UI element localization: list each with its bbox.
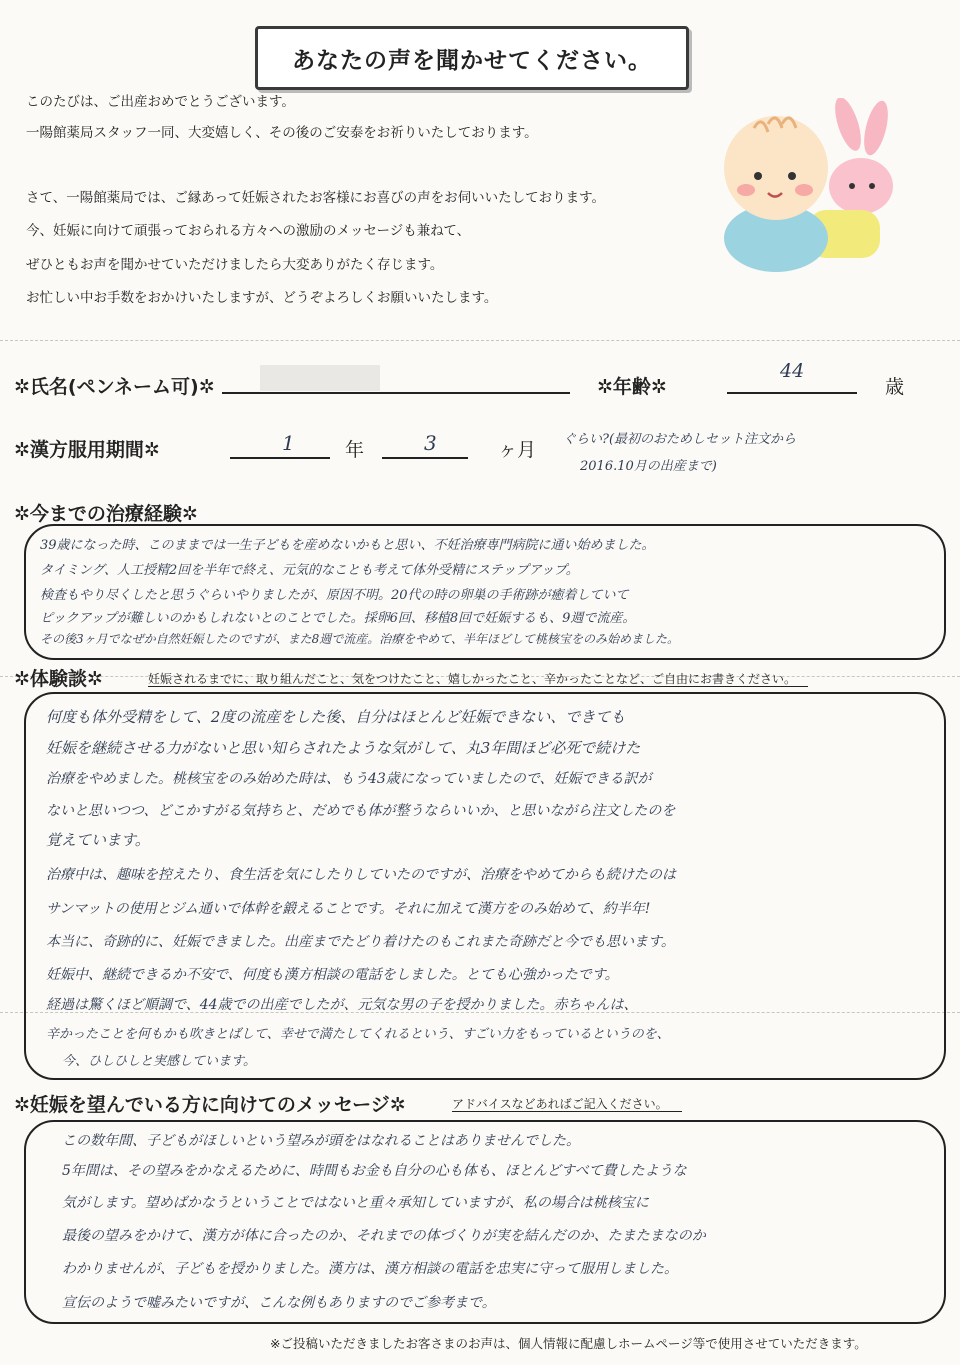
year-unit: 年 [345,439,365,461]
age-value: 44 [780,360,805,382]
experience-line: 妊娠中、継続できるか不安で、何度も漢方相談の電話をしました。とても心強かったです。 [46,967,619,983]
message-line: 気がします。望めばかなうということではないと重々承知していますが、私の場合は桃核宝に [62,1195,649,1211]
experience-line: ないと思いつつ、どこかすがる気持ちと、だめでも体が整うならいいか、と思いながら注文したのを [46,803,676,819]
message-line: わかりませんが、子どもを授かりました。漢方は、漢方相談の電話を忠実に守って服用しました。 [62,1261,678,1277]
name-label: ✲氏名(ペンネーム可)✲ [14,376,215,398]
period-years-field[interactable] [230,457,330,459]
experience-line: サンマットの使用とジム通いで体幹を鍛えることです。それに加えて漢方をのみ始めて、約半年! [46,901,651,917]
age-field[interactable] [727,392,857,394]
message-line: 宣伝のようで嘘みたいですが、こんな例もありますのでご参考まで。 [62,1295,496,1311]
experience-line: 何度も体外受精をして、2度の流産をした後、自分はほとんど妊娠できない、できても [46,708,626,726]
intro-line-2: 一陽館薬局スタッフ一同、大変嬉しく、その後のご安泰をお祈りいたしております。 [26,125,538,141]
intro-line-6: お忙しい中お手数をおかけいたしますが、どうぞよろしくお願いいたします。 [26,290,498,306]
age-unit: 歳 [885,376,905,398]
experience-heading: ✲体験談✲ [14,668,103,690]
paper-fold [0,340,960,341]
treatment-heading: ✲今までの治療経験✲ [14,503,198,525]
intro-line-5: ぜひともお声を聞かせていただけましたら大変ありがたく存じます。 [26,257,444,273]
treatment-line: タイミング、人工授精2回を半年で終え、元気的なことも考えて体外受精にステップアップ。 [40,563,579,578]
treatment-line: ピックアップが難しいのかもしれないとのことでした。採卵6回、移植8回で妊娠するも、9週で流産。 [40,611,636,626]
period-note-line-2: 2016.10月の出産まで) [580,459,717,474]
experience-line: 妊娠を継続させる力がないと思い知らされたような気がして、丸3年間ほど必死で続けた [46,739,641,757]
message-subheading-underline [452,1111,682,1112]
experience-line: 辛かったことを何もかも吹きとばして、幸せで満たしてくれるという、すごい力をもっているというのを、 [46,1027,670,1042]
period-months-field[interactable] [382,457,468,459]
month-unit: ヶ月 [498,439,537,461]
page-title: あなたの声を聞かせてください。 [255,26,689,90]
experience-subheading: 妊娠されるまでに、取り組んだこと、気をつけたこと、嬉しかったこと、辛かったことなど、ご自由にお書きください。 [148,672,797,686]
experience-line: 今、ひしひしと実感しています。 [62,1054,256,1069]
footer-note: ※ご投稿いただきましたお客さまのお声は、個人情報に配慮しホームページ等で使用させていただきます。 [270,1336,867,1351]
experience-line: 治療中は、趣味を控えたり、食生活を気にしたりしていたのですが、治療をやめてからも続けたのは [46,867,676,883]
experience-line: 覚えています。 [46,831,150,849]
period-years-value: 1 [282,431,295,455]
experience-line: 経過は驚くほど順調で、44歳での出産でしたが、元気な男の子を授かりました。赤ちゃんは、 [46,997,638,1013]
intro-line-3: さて、一陽館薬局では、ご縁あって妊娠されたお客様にお喜びの声をお伺いいたしております。 [26,190,606,206]
message-heading: ✲妊娠を望んでいる方に向けてのメッセージ✲ [14,1094,406,1116]
period-months-value: 3 [424,431,437,455]
message-subheading: アドバイスなどあればご記入ください。 [452,1097,668,1111]
intro-line-1: このたびは、ご出産おめでとうございます。 [26,94,295,110]
treatment-line: 39歳になった時、このままでは一生子どもを産めないかもと思い、不妊治療専門病院に通い始めました。 [40,538,655,553]
treatment-line: 検査もやり尽くしたと思うぐらいやりましたが、原因不明。20代の時の卵巣の手術跡が癒着していて [40,588,629,603]
period-note-line-1: ぐらい?(最初のおためしセット注文から [563,432,797,447]
treatment-line: その後3ヶ月でなぜか自然妊娠したのですが、また8週で流産。治療をやめて、半年ほどして桃核宝をのみ始めました。 [40,632,680,646]
message-line: 5年間は、その望みをかなえるために、時間もお金も自分の心も体も、ほとんどすべて費したような [62,1163,687,1179]
name-field[interactable] [222,392,570,394]
experience-line: 治療をやめました。桃核宝をのみ始めた時は、もう43歳になっていましたので、妊娠できる訳が [46,771,652,787]
baby-bunny-illustration [706,98,906,273]
experience-line: 本当に、奇跡的に、妊娠できました。出産までたどり着けたのもこれまた奇跡だと今でも思います。 [46,934,675,950]
name-redacted-block [260,365,380,391]
experience-subheading-underline [148,686,808,687]
period-label: ✲漢方服用期間✲ [14,439,160,461]
intro-line-4: 今、妊娠に向けて頑張っておられる方々への激励のメッセージも兼ねて、 [26,223,471,239]
message-line: 最後の望みをかけて、漢方が体に合ったのか、それまでの体づくりが実を結んだのか、たまたまなのか [62,1228,706,1244]
message-line: この数年間、子どもがほしいという望みが頭をはなれることはありませんでした。 [62,1133,580,1149]
age-label: ✲年齢✲ [597,376,667,398]
